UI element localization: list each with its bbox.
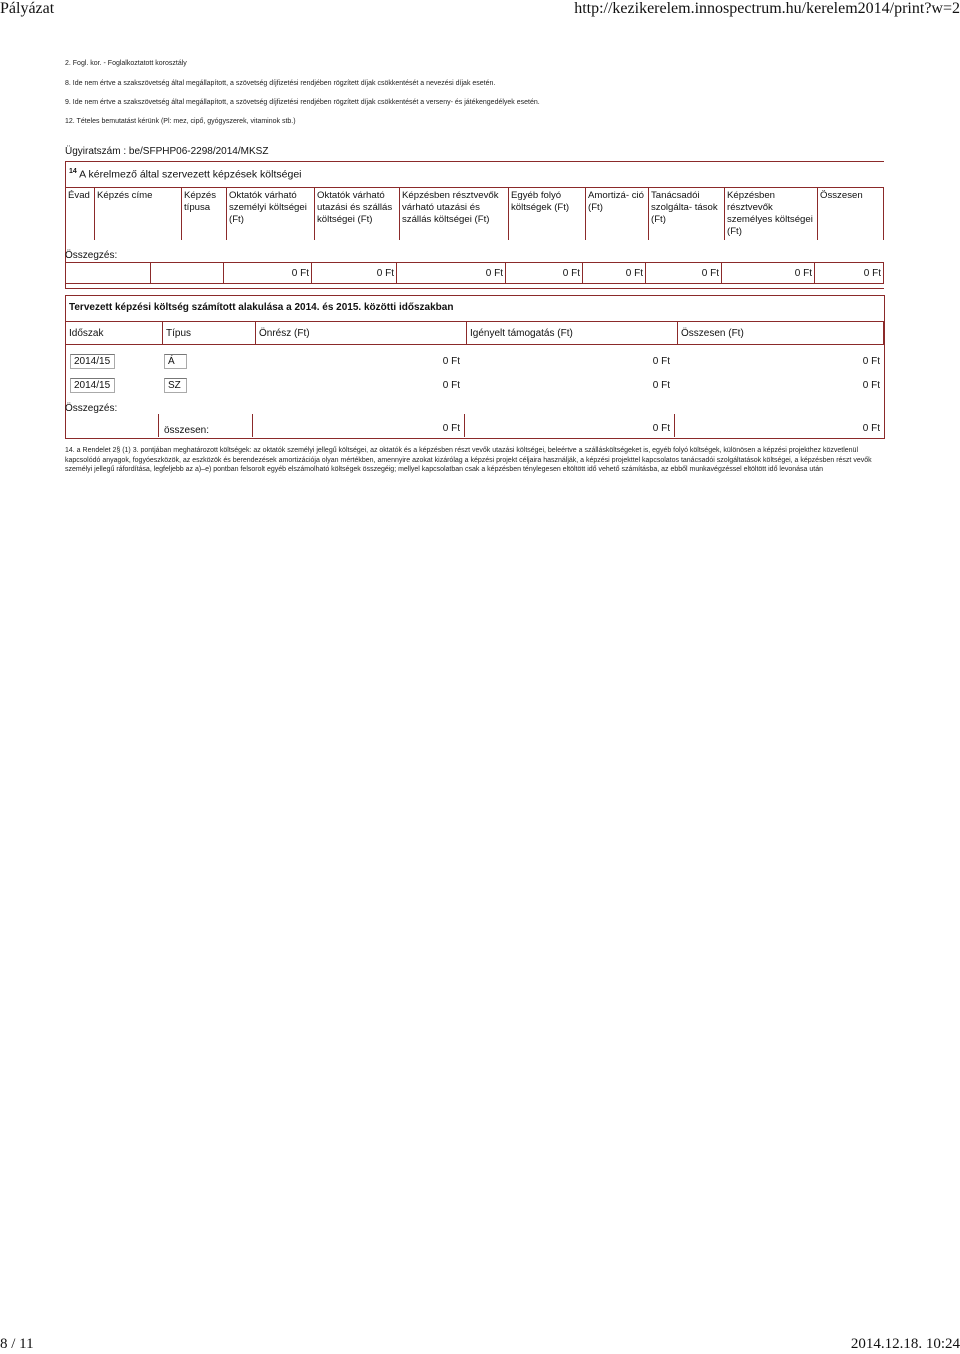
costs-summary-label: Összegzés:: [65, 250, 118, 261]
costs-header-table: [66, 187, 884, 240]
col-trainer-travel: Oktatók várható utazási és szállás költségei (Ft): [315, 188, 400, 241]
summary-empty-cell: [151, 263, 224, 284]
col-period: Időszak: [66, 322, 163, 345]
col-requested-support: Igényelt támogatás (Ft): [467, 322, 678, 345]
planned-sum-label: összesen:: [164, 425, 210, 436]
note-9: 9. Ide nem értve a szakszövetség által megállapított, a szövetség díjfizetési rendjében rögzített díjak csökkentését a verseny- és játékengedélyek esetén.: [65, 99, 540, 106]
type-input[interactable]: Á: [164, 354, 187, 369]
summary-divider: [158, 414, 159, 437]
total-consulting: 0 Ft: [646, 263, 722, 284]
total-all: 0 Ft: [815, 263, 884, 284]
total-amortization: 0 Ft: [583, 263, 646, 284]
header-url[interactable]: http://kezikerelem.innospectrum.hu/kerelem2014/print?w=2: [574, 0, 960, 17]
col-other-costs: Egyéb folyó költségek (Ft): [509, 188, 586, 241]
total-participant-personal: 0 Ft: [722, 263, 815, 284]
col-participant-travel: Képzésben résztvevők várható utazási és szállás költségei (Ft): [400, 188, 509, 241]
page-footer: [0, 1336, 960, 1354]
planned-section: [65, 295, 885, 439]
page-number: 8 / 11: [0, 1336, 34, 1352]
row2-own: 0 Ft: [442, 380, 460, 391]
row1-total: 0 Ft: [862, 356, 880, 367]
row2-support: 0 Ft: [652, 380, 670, 391]
type-input[interactable]: SZ: [164, 378, 187, 393]
row2-total: 0 Ft: [862, 380, 880, 391]
period-input[interactable]: 2014/15: [70, 378, 115, 393]
note-8: 8. Ide nem értve a szakszövetség által megállapított, a szövetség díjfizetési rendjében rögzített díjak csökkentését a nevezési díjak esetén.: [65, 80, 496, 87]
note-12: 12. Tételes bemutatást kérünk (Pl: mez, cipő, gyógyszerek, vitaminok stb.): [65, 118, 296, 125]
costs-section: [65, 161, 884, 289]
planned-title: Tervezett képzési költség számított alakulása a 2014. és 2015. közötti időszakban: [69, 302, 454, 313]
total-other-costs: 0 Ft: [506, 263, 583, 284]
col-total: Összesen: [818, 188, 884, 241]
col-amortization: Amortizá- ció (Ft): [586, 188, 649, 241]
page-header: [0, 0, 960, 20]
costs-footnote-ref: 14: [69, 168, 77, 175]
costs-title-text: A kérelmező által szervezett képzések költségei: [79, 168, 302, 181]
total-trainer-personal: 0 Ft: [224, 263, 312, 284]
col-trainer-personal: Oktatók várható személyi költségei (Ft): [227, 188, 315, 241]
costs-summary-row: [66, 262, 884, 284]
summary-divider: [252, 414, 253, 437]
col-own-share: Önrész (Ft): [256, 322, 467, 345]
col-course-type: Képzés típusa: [182, 188, 227, 241]
col-consulting: Tanácsadói szolgálta- tások (Ft): [649, 188, 725, 241]
header-title: Pályázat: [0, 0, 55, 17]
total-trainer-travel: 0 Ft: [312, 263, 397, 284]
sum-support: 0 Ft: [652, 423, 670, 434]
sum-own: 0 Ft: [442, 423, 460, 434]
col-participant-personal: Képzésben résztvevők személyes költségei (Ft): [725, 188, 818, 241]
footnote-14: 14. a Rendelet 2§ (1) 3. pontjában meghatározott költségek: az oktatók személyi jellegű költségei, az oktatók és a képzésben részt vevők utazási költségei, beleértve a szállásköltségeket is, egyéb folyó költségek, különösen a képzési projekthez közvetlenül kapcsolódó anyagok, fogyóeszközök, az eszközök és berendezések amortizációja olyan mértékben, amennyire azokat kizárólag a képzési projekt céljaira használják, a képzési projekttel kapcsolatos tanácsadói szolgáltatások költségei, a képzésben részt vevők személyi jellegű ráfordítása, legfeljebb az a)–e) pontban felsorolt egyéb elszámolható költségek összegéig; mellyel kapcsolatban csak a képzésben ténylegesen eltöltött idő vehető számításba, az ebből munkavégzéssel eltöltött idő levonása után: [65, 447, 872, 473]
col-course-title: Képzés címe: [95, 188, 182, 241]
planned-summary-label: Összegzés:: [65, 403, 118, 414]
col-season: Évad: [66, 188, 95, 241]
period-input[interactable]: 2014/15: [70, 354, 115, 369]
note-2: 2. Fogl. kor. - Foglalkoztatott korosztály: [65, 60, 187, 67]
total-participant-travel: 0 Ft: [397, 263, 506, 284]
summary-divider: [674, 414, 675, 437]
summary-divider: [464, 414, 465, 437]
row1-support: 0 Ft: [652, 356, 670, 367]
print-timestamp: 2014.12.18. 10:24: [850, 1336, 960, 1352]
case-number: Ügyiratszám : be/SFPHP06-2298/2014/MKSZ: [65, 146, 269, 157]
planned-header-table: [65, 321, 884, 345]
row1-own: 0 Ft: [442, 356, 460, 367]
summary-empty-cell: [66, 263, 151, 284]
sum-total: 0 Ft: [862, 423, 880, 434]
col-planned-total: Összesen (Ft): [678, 322, 884, 345]
costs-title: [69, 168, 302, 181]
col-type: Típus: [163, 322, 256, 345]
